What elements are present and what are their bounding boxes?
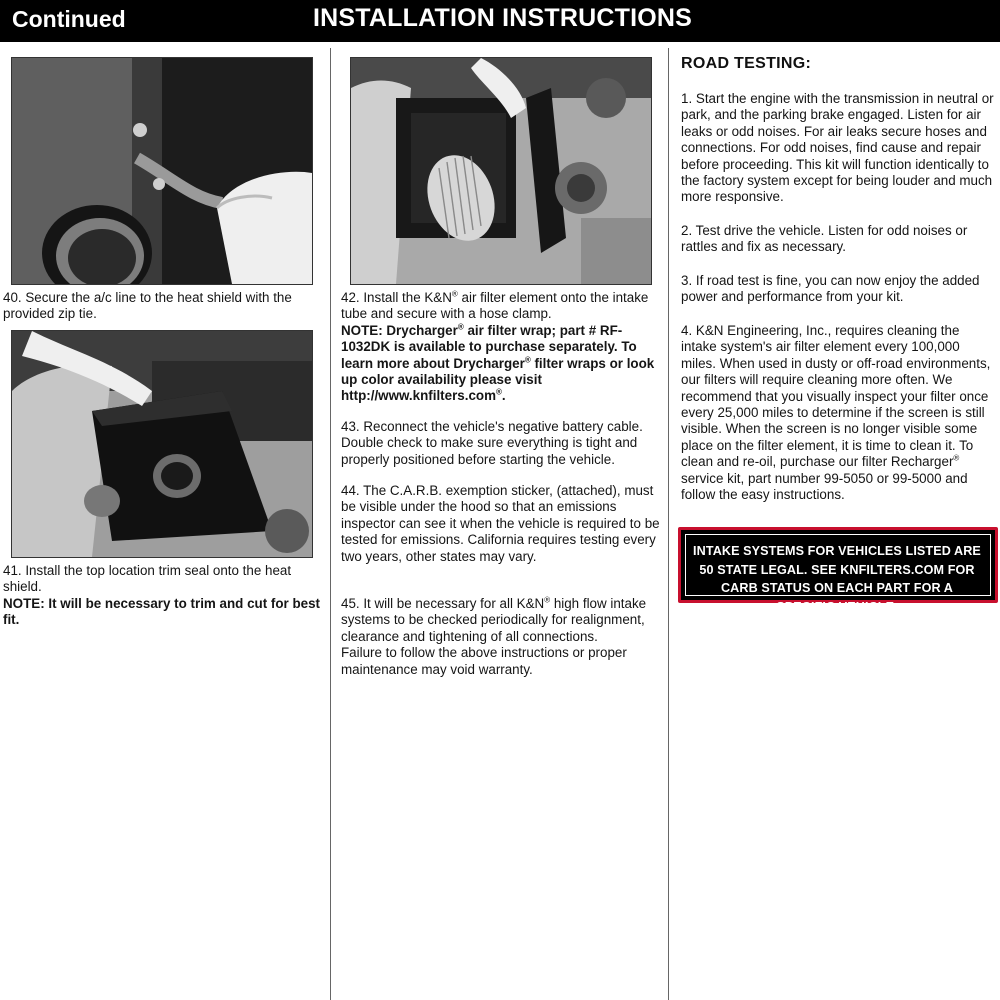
registered-mark: ® [544,595,551,605]
column-divider-1 [330,48,331,1000]
registered-mark: ® [953,453,960,463]
registered-mark: ® [457,322,464,332]
step-45-warranty: Failure to follow the above instructions or proper maintenance may void warranty. [341,645,627,677]
step-40-text [3,290,323,323]
header-continued-label: Continued [12,6,126,32]
road-test-4-part-b: service kit, part number 99-5050 or 99-5000 and follow the easy instructions. [681,470,968,503]
photo-step-40 [11,57,313,285]
step-40: 40. Secure the a/c line to the heat shield with the provided zip tie. [3,290,292,322]
road-test-3: 3. If road test is fine, you can now enjoy the added power and performance from your kit. [681,273,980,305]
road-testing-title: ROAD TESTING: [681,55,812,72]
step-43: 43. Reconnect the vehicle's negative battery cable. Double check to make sure everything is tight and properly positioned before starting the vehicle. [341,419,643,467]
step-42-note-b: air filter wrap; part # RF-1032DK is available to purchase separately. To learn more about Drycharger [341,322,637,371]
step-42 [341,290,661,323]
photo-step-41-illustration [12,331,312,557]
registered-mark: ® [524,355,531,365]
page-title: INSTALLATION INSTRUCTIONS [313,4,693,32]
step-41-note: NOTE: It will be necessary to trim and cut for best fit. [3,595,320,628]
road-test-3-text [681,273,997,306]
step-45 [341,596,661,645]
road-test-2-text [681,223,997,256]
step-42-part-a: 42. Install the K&N [341,290,452,305]
step-42-text [341,290,661,405]
step-42-note [341,323,661,405]
carb-legal-notice [678,527,998,614]
photo-step-41 [11,330,313,558]
step-42-note-c: filter wraps or look up color availability please visit http://www.knfilters.com [341,355,655,404]
step-41-text [3,563,323,629]
registered-mark: ® [496,387,502,397]
road-test-1: 1. Start the engine with the transmission in neutral or park, and the parking brake engaged. Listen for air leaks or odd noises. For air leaks secure hoses and connections. For odd noises, find cause and repair before proceeding. This kit will function identically to the factory system except for being louder and much more responsive. [681,91,994,205]
step-45-part-b: high flow intake systems to be checked periodically for realignment, clearance and tightening of all connections. [341,596,647,644]
registered-mark: ® [451,289,458,299]
step-44-text [341,483,661,565]
step-41: 41. Install the top location trim seal onto the heat shield. [3,563,292,595]
step-45-part-a: 45. It will be necessary for all K&N [341,596,545,611]
step-42-part-b: air filter element onto the intake tube and secure with a hose clamp. [341,290,649,322]
road-test-4 [681,323,997,503]
step-44: 44. The C.A.R.B. exemption sticker, (attached), must be visible under the hood so that an emissions inspector can see it when the vehicle is required to be tested for emissions. California requires testing every two years, other states may vary. [341,483,660,564]
step-45-text [341,596,661,678]
road-test-1-text [681,91,997,206]
header-bar [0,0,1000,42]
legal-message: INTAKE SYSTEMS FOR VEHICLES LISTED ARE 50 STATE LEGAL. SEE KNFILTERS.COM FOR CARB STATUS ON EACH PART FOR A SPECIFIC VEHICLE. [693,544,981,614]
photo-step-42-illustration [351,58,651,284]
photo-step-40-illustration [12,58,312,284]
road-test-4-part-a: 4. K&N Engineering, Inc., requires cleaning the intake system's air filter element every 100,000 miles. When used in dusty or off-road environments, our filters will require cleaning more often. We recommend that you visually inspect your filter once every 25,000 miles to determine if the screen is still visible. When the screen is no longer visible some place on the filter element, it is time to clean it. To clean and re-oil, purchase our filter Recharger [681,323,991,470]
photo-step-42 [350,57,652,285]
road-test-2: 2. Test drive the vehicle. Listen for odd noises or rattles and fix as necessary. [681,223,968,255]
step-42-note-d: . [501,388,506,404]
road-test-4-text [681,323,997,503]
step-42-note-a: NOTE: Drycharger [341,322,458,338]
step-43-text [341,419,661,468]
column-divider-2 [668,48,669,1000]
